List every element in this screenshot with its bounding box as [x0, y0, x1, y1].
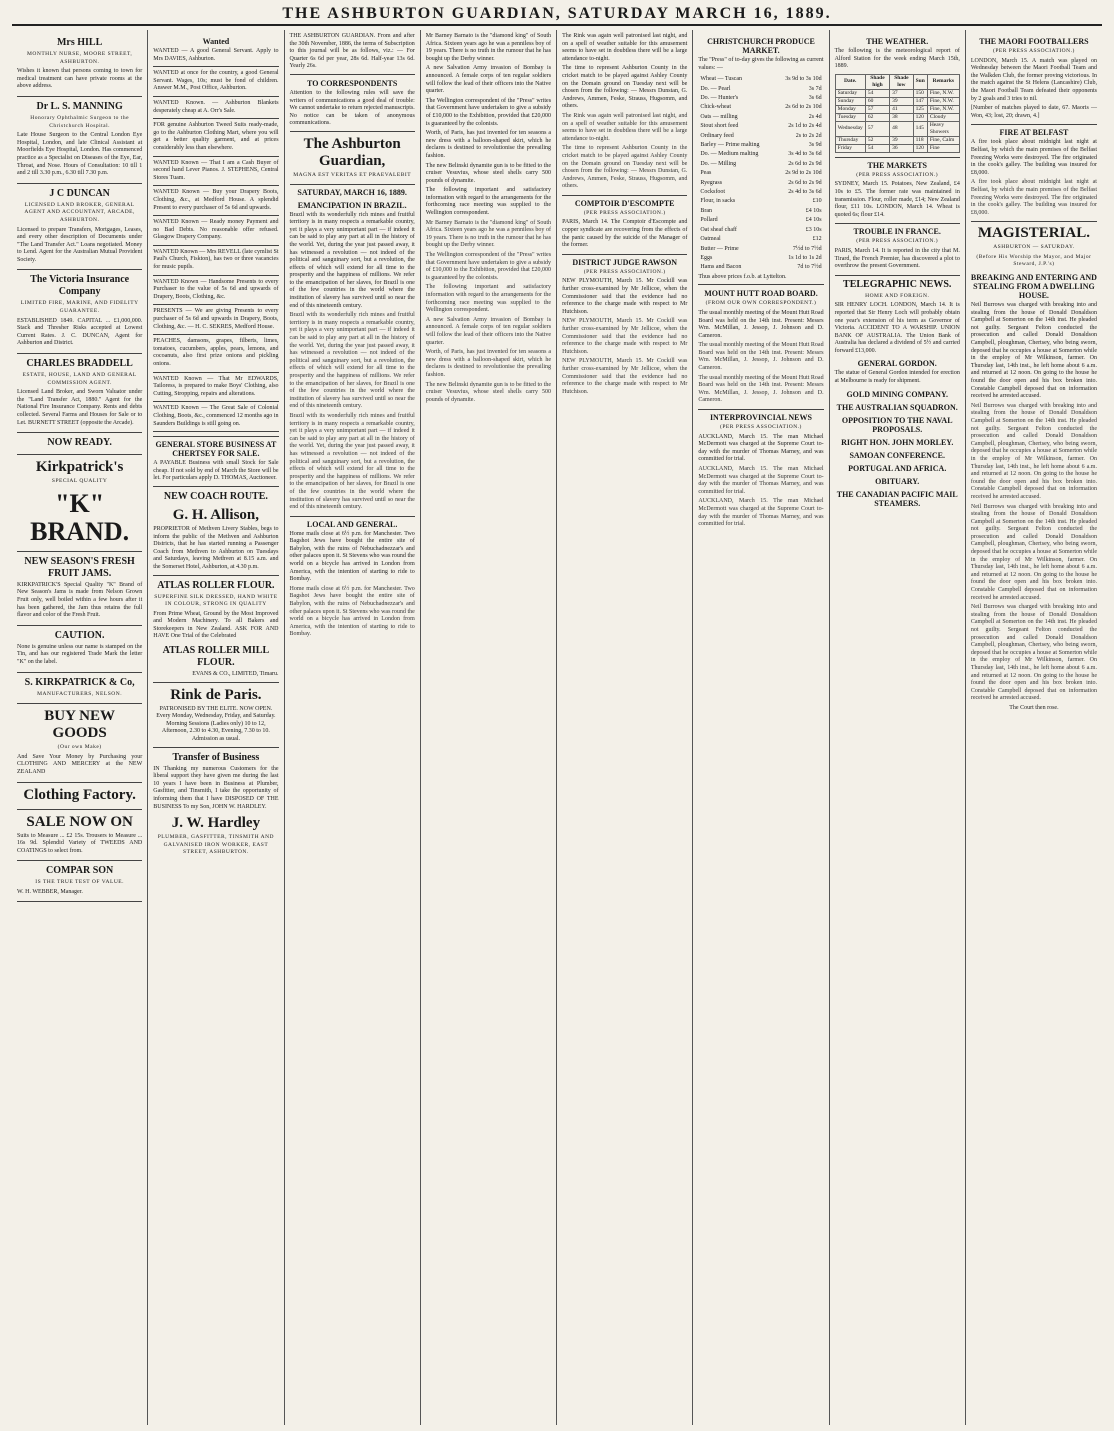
news-item-3: The Wellington correspondent of the "Press" writes that Government have undertaken to give a subsidy of £10,000 to the Exhibition, provided that £20,000 is guaranteed by the colonists.	[425, 97, 552, 127]
wanted-ad: WANTED — A good General Servant. Apply to Mrs DAVIES, Ashburton.	[153, 48, 278, 67]
maori-heading: THE MAORI FOOTBALLERS	[979, 37, 1089, 46]
weather-cell: Sunday	[835, 97, 865, 105]
produce-row	[700, 180, 821, 187]
obituary-heading: OBITUARY.	[875, 476, 920, 486]
produce-price: 2s 9d to 2s 10d	[785, 170, 822, 177]
weather-row	[835, 97, 959, 105]
produce-price: 2s 6d to 2s 10d	[785, 104, 822, 111]
produce-row	[700, 161, 821, 168]
produce-item: Ryegrass	[700, 179, 723, 186]
advert-title: NOW READY.	[47, 437, 112, 449]
weather-row	[835, 121, 959, 136]
judge-sub: (PER PRESS ASSOCIATION.)	[583, 268, 666, 275]
news-item-4: Worth, of Paris, has just invented for ten seasons a new dress with a balloon-shaped skirt, which he declares is destined to revolutionise the prevailing fashion.	[425, 130, 552, 159]
magisterial-cont-3: Neil Burrows was charged with breaking into and stealing from the house of Donald Donaldson Campbell at Somerton on the 14th inst. He pleaded not guilty. Sergeant Felton conducted the prosecution and called Donald Donaldson Campbell, ploughman, Chertsey, who being sworn, deposed that he occupies a house at Somerton while in the employ of Mr Wilkinson, farmer. On Thursday last, 14th inst., he left home about 6 a.m. and returned at 12 noon. On going to the house he found the door open and his box broken into. Constable Campbell deposed that on information received he arrested accused.	[970, 604, 1097, 702]
produce-row	[700, 95, 821, 102]
produce-item: Chick-wheat	[700, 104, 731, 111]
produce-item: Do. — Hunter's	[700, 95, 739, 101]
advert-title: The Victoria Insurance Company	[30, 274, 130, 298]
weather-cell: 37	[890, 89, 913, 97]
advert-13	[17, 865, 142, 902]
maori-note: [Number of matches played to date, 67. Maoris — Won, 43; lost, 20; drawn, 4.]	[970, 105, 1097, 119]
correspondents-heading: TO CORRESPONDENTS	[307, 78, 398, 88]
produce-row	[700, 246, 821, 253]
weather-cell: 48	[890, 121, 913, 136]
judge-body: NEW PLYMOUTH, March 15. Mr Cockill was further cross-examined by Mr Jellicoe, when the Commissioner said that the evidence had no reference to the charge made with respect to Mr Hutchison.	[562, 278, 688, 315]
advert-title: Dr L. S. MANNING	[36, 100, 123, 112]
produce-intro: The "Press" of to-day gives the following as current values: —	[698, 57, 824, 71]
weather-header-row	[835, 74, 959, 89]
coach-route-body: PROPRIETOR of Methven Livery Stables, begs to inform the public of the Methven and Ashburton Districts, that he has started running a Passenger Coach from Methven to Ashburton on Tuesdays and Saturdays, leaving Methven at 8.15 a.m. and the Somerset Hotel, Ashburton, at 4.30 p.m.	[153, 526, 278, 576]
weather-cell: Monday	[835, 105, 865, 113]
column-6-market	[693, 30, 829, 1425]
news-item-2-cont: A new Salvation Army invasion of Bombay is announced. A female corps of ten regular soldiers will follow the lead of their officers into the Native quarter.	[425, 316, 552, 346]
produce-item: Barley — Prime malting	[700, 142, 760, 149]
produce-price: 3s 6d	[808, 95, 822, 101]
gordon-heading: GENERAL GORDON.	[857, 359, 937, 369]
store-sale-heading: GENERAL STORE BUSINESS AT CHERTSEY FOR SALE.	[153, 436, 278, 458]
leader-continued-2: Brazil with its wonderfully rich mines and fruitful territory is in many respects a remarkable country, yet it plays a very unimportant part — if indeed it can be said to play any part at all in the history of the world. Yet, during the year just passed away, it has witnessed a revolution — not indeed of the political and sanguinary sort, but a revolution, the effects of which will extend for all time to the prosperity and the happiness of millions. We refer to the emancipation of her slaves, for Brazil is one of the few countries in the world where the institution of slavery has survived until so near the end of this nineteenth century.	[289, 412, 415, 511]
wanted-ad: PEACHES, damsons, grapes, filberts, limes, tomatoes, cucumbers, apples, pears, lemons, and cocoanuts, also first prize onions and pickling onions.	[153, 338, 278, 372]
weather-row	[835, 113, 959, 121]
store-sale-body: A PAYABLE Business with small Stock for Sale cheap. If not sold by end of March the Store will be let. For particulars apply D. THOMAS, Auctioneer.	[153, 460, 278, 487]
advert-title: Clothing Factory.	[23, 786, 136, 803]
produce-row	[700, 255, 821, 262]
mount-hutt-sub: (FROM OUR OWN CORRESPONDENT.)	[705, 300, 817, 307]
weather-cell: Fine, N.W.	[927, 97, 959, 105]
morley-heading: RIGHT HON. JOHN MORLEY.	[841, 437, 954, 447]
produce-row	[700, 123, 821, 130]
advert-title: J C DUNCAN	[49, 187, 110, 199]
advert-0	[17, 37, 142, 97]
weather-col-header: Date.	[835, 74, 865, 89]
weather-cell: 54	[865, 89, 889, 97]
produce-price: £4 10s	[805, 217, 822, 224]
interprovincial-heading: INTERPROVINCIAL NEWS	[698, 409, 823, 422]
transfer-body: IN Thanking my numerous Customers for the liberal support they have given me during the last 10 years I have been in Business at Plumber, Gasfitter, and Tinsmith, I take the opportunity of informing them that I have DISPOSED OF THE BUSINESS To my Son, JOHN W. HARDLEY.	[153, 765, 279, 810]
magisterial-date: ASHBURTON — SATURDAY.	[993, 244, 1075, 251]
news-item-1-cont: Mr Barney Barnato is the "diamond king" of South Africa. Sixteen years ago he was a penniless boy of 19 years. There is no truth in the rumour that he has bought up the Derby winner.	[425, 219, 552, 249]
interprovincial-cont-2: AUCKLAND, March 15. The man Michael McDermott was charged at the Supreme Court to-day with the murder of Thomas Marney, and was committed for trial.	[698, 498, 824, 528]
produce-row	[700, 142, 821, 149]
pacific-heading: THE CANADIAN PACIFIC MAIL STEAMERS.	[836, 489, 958, 508]
news-cont-2: The time to represent Ashburton County in the cricket match to be played against Ashley County on the Domain ground on Tuesday next will be chosen from the following: — Messrs Dunstan, G. Andrews, Ammen, Feske, Strauss, Hugsomm, and others.	[562, 145, 688, 190]
weather-col-header: Shade low	[890, 74, 913, 89]
advert-body: "K" BRAND.	[30, 488, 130, 546]
advert-subtitle: (Our own Make)	[57, 744, 102, 751]
weather-row	[835, 136, 959, 144]
flour-subheading: SUPERFINE SILK DRESSED, HAND WHITE IN COLOUR, STRONG IN QUALITY	[154, 593, 278, 608]
comptoir-sub: (PER PRESS ASSOCIATION.)	[583, 209, 666, 216]
produce-row	[700, 86, 821, 93]
advert-body: Licensed to prepare Transfers, Mortgages, Leases, and every other description of Documents under "The Land Transfer Act." Loans negotiated. Money to Lend. Agent for the Australian Mutual Provident Society.	[17, 226, 143, 263]
produce-item: Ordinary feed	[700, 132, 734, 139]
naval-heading: OPPOSITION TO THE NAVAL PROPOSALS.	[841, 415, 953, 434]
local-general-body: Home mails close at 6½ p.m. for Manchester. Two Bagshot Jews have bought the entire site of Babylon, with the ruins of Nebuchadnezzar's and other palaces upon it. St Stevens who was round the world on a bicycle has arrived in London from America, with the intention of starting to ride to Bombay.	[289, 530, 415, 583]
advert-7	[17, 556, 142, 626]
produce-price: 3s 4d to 3s 6d	[788, 151, 822, 158]
interprovincial-body: AUCKLAND, March 15. The man Michael McDermott was charged at the Supreme Court to-day with the murder of Thomas Marney, and was committed for trial.	[698, 433, 824, 463]
advert-subtitle: LICENSED LAND BROKER, GENERAL AGENT AND ACCOUNTANT, ARCADE, ASHBURTON.	[24, 201, 135, 223]
produce-item: Wheat — Tuscan	[700, 76, 742, 83]
magisterial-case: BREAKING AND ENTERING AND STEALING FROM A DWELLING HOUSE.	[970, 273, 1097, 301]
advert-title: CAUTION.	[54, 629, 105, 641]
maori-body: LONDON, March 15. A match was played on Wednesday between the Maori Football Team and the Walkden Club, the former proving victorious. In the match against the St Helens (Lancashire) Club, the Maori Football Team defeated their opponents by 2 goals and 3 tries to nil.	[970, 57, 1097, 102]
news-item-1: Mr Barney Barnato is the "diamond king" of South Africa. Sixteen years ago he was a penniless boy of 19 years. There is no truth in the rumour that he has bought up the Derby winner.	[425, 33, 552, 62]
advert-title: SALE NOW ON	[26, 813, 133, 830]
flour-big-heading: ATLAS ROLLER MILL FLOUR.	[162, 645, 270, 669]
hardley-name: J. W. Hardley	[171, 815, 261, 832]
advert-subtitle: MONTHLY NURSE, MOORE STREET, ASHBURTON.	[26, 51, 133, 65]
produce-price: 7½d to 7½d	[792, 245, 822, 252]
advert-2	[17, 188, 142, 271]
rink-body: PATRONISED BY THE ELITE. NOW OPEN. Every Monday, Wednesday, Friday, and Saturday. Morning Sessions (Ladies only) 10 to 12, Afternoon, 2.30 to 4.30, Evening, 7.30 to 10. Admission as usual.	[153, 706, 278, 748]
weather-cell: 39	[890, 97, 913, 105]
weather-cell: Fine, N.W.	[927, 105, 959, 113]
weather-cell: Wednesday	[835, 121, 865, 136]
produce-price: 2s 1d to 2s 4d	[788, 123, 822, 130]
judge-cont-2: NEW PLYMOUTH, March 15. Mr Cockill was further cross-examined by Mr Jellicoe, when the Commissioner said that the evidence had no reference to the charge made with respect to Mr Hutchison.	[562, 358, 688, 395]
weather-cell: Cloudy	[927, 113, 959, 121]
advert-1	[17, 101, 142, 184]
flour-body: From Prime Wheat, Ground by the Most Improved and Modern Machinery. To all Bakers and Storekeepers in New Zealand. ASK FOR AND HAVE One Trial of the Celebrated	[153, 610, 279, 640]
advert-4	[17, 358, 142, 433]
wanted-ad: FOR genuine Ashburton Tweed Suits ready-made, go to the Ashburton Clothing Mart, where you will get a better quality garment, and at prices considerably less than elsewhere.	[153, 122, 278, 156]
leader-heading: EMANCIPATION IN BRAZIL.	[297, 200, 407, 210]
produce-item: Bran	[700, 207, 712, 214]
produce-item: Cocksfoot	[700, 189, 725, 196]
wanted-ad: WANTED Known — That I am a Cash Buyer of second hand Lever Pianos. J. STEPHENS, Central Stores Tuam.	[153, 160, 278, 187]
coach-route-heading: NEW COACH ROUTE.	[163, 490, 268, 502]
produce-table	[698, 74, 823, 274]
advert-body: Suits to Measure ... £2 15s. Trousers to Measure ... 16s 9d. Splendid Variety of TWEEDS AND COATINGS to select from.	[17, 832, 143, 854]
produce-row	[700, 264, 821, 271]
advert-subtitle: ESTATE, HOUSE, LAND AND GENERAL COMMISSION AGENT.	[22, 372, 137, 386]
produce-item: Do. — Milling	[700, 160, 737, 167]
produce-row	[700, 170, 821, 177]
interprovincial-cont: AUCKLAND, March 15. The man Michael McDermott was charged at the Supreme Court to-day with the murder of Thomas Marney, and was committed for trial.	[698, 466, 824, 495]
produce-price: 3s 7d	[808, 85, 822, 92]
weather-cell: Friday	[835, 144, 865, 152]
produce-row	[700, 217, 821, 224]
france-body: PARIS, March 14. It is reported in the city that M. Tirard, the French Premier, has discovered a plot to overthrow the present Government.	[834, 247, 960, 270]
produce-price: £3 10s	[805, 226, 822, 233]
advert-6	[17, 459, 142, 552]
advert-body: W. H. WEBBER, Manager.	[17, 888, 83, 895]
weather-cell: 57	[865, 105, 889, 113]
newspaper-columns	[12, 30, 1102, 1425]
samoa-heading: SAMOAN CONFERENCE.	[849, 450, 945, 460]
produce-row	[700, 114, 821, 121]
produce-item: Pollard	[700, 217, 718, 224]
fire-cont: A fire took place about midnight last night at Belfast, by which the main premises of the Belfast Freezing Works were destroyed. The fire originated in the cook's galley. The building was insured for £8,000.	[970, 179, 1097, 216]
column-4-news	[421, 30, 557, 1425]
advert-subtitle: IS THE TRUE TEST OF VALUE.	[35, 879, 125, 886]
weather-row	[835, 144, 959, 152]
comptoir-body: PARIS, March 14. The Comptoir d'Escompte and copper syndicate are recovering from the effects of the panic caused by the suicide of the Manager of the former.	[562, 219, 688, 249]
produce-row	[700, 198, 821, 205]
weather-col-header: Remarks	[927, 74, 959, 89]
telegraphic-body: SIR HENRY LOCH. LONDON, March 14. It is reported that Sir Henry Loch will probably obtain one year's extension of his term as Governor of Victoria. ACCIDENT TO A WARSHIP. UNION BANK OF AUSTRALIA. The Union Bank of Australia has declared a dividend of 5½ and carried forward £13,000.	[834, 302, 960, 354]
gordon-body: The statue of General Gordon intended for erection at Melbourne is ready for shipment.	[834, 370, 960, 385]
produce-item: Butter — Prime	[700, 245, 739, 252]
cricket-news: The time to represent Ashburton County in the cricket match to be played against Ashley County on the Domain ground on Tuesday next will be chosen from the following: — Messrs Dunstan, G. Andrews, Ammen, Feske, Strauss, Hugsomm, and others.	[562, 65, 688, 110]
advert-body: And Save Your Money by Purchasing your CLOTHING AND MERCERY at the NEW ZEALAND	[17, 753, 143, 775]
produce-item: Oats — milling	[700, 113, 738, 120]
produce-price: 2s 6d to 2s 9d	[788, 160, 822, 167]
produce-item: Eggs	[700, 254, 713, 261]
weather-cell: Thursday	[835, 136, 865, 144]
portugal-heading: PORTUGAL AND AFRICA.	[848, 463, 947, 473]
weather-cell: 147	[913, 97, 927, 105]
mount-hutt-cont: The usual monthly meeting of the Mount Hutt Road Board was held on the 14th inst. Present: Messrs Wm. McMillan, J. Jessop, J. Johnson and D. Cameron.	[698, 342, 824, 372]
flour-maker: EVANS & CO., LIMITED, Timaru.	[153, 671, 278, 683]
masthead: THE ASHBURTON GUARDIAN, SATURDAY MARCH 16, 1889.	[12, 4, 1102, 26]
produce-item: Flour, in sacks	[700, 198, 736, 205]
produce-item: Oatmeal	[700, 236, 721, 243]
wanted-ad: WANTED at once for the country, a good General Servant. Wages, 10s; must be fond of children. Answer M.M., Post Office, Ashburton.	[153, 70, 278, 97]
news-cont-1: The Rink was again well patronised last night, and on a spell of weather suitable for this amusement seems to have set in doubtless there will be a large attendance to-night.	[562, 112, 688, 142]
interprovincial-sub: (PER PRESS ASSOCIATION.)	[720, 424, 802, 431]
wanted-ads	[153, 48, 278, 432]
weather-cell: 120	[913, 144, 927, 152]
transfer-heading: Transfer of Business	[172, 751, 260, 763]
markets-body: SYDNEY, March 15. Potatoes, New Zealand, £4 10s to £5. The former rate was maintained in transmission. Flour, roller made, £14; New Zealand flour, £11 10s. LONDON, March 14. Wheat is quoted 6s; flour £14.	[834, 181, 960, 218]
flour-heading: ATLAS ROLLER FLOUR.	[157, 579, 275, 591]
produce-price: £12	[812, 236, 822, 243]
telegraphic-heading: TELEGRAPHIC NEWS.	[835, 275, 960, 291]
weather-cell: 120	[913, 113, 927, 121]
markets-sub: (PER PRESS ASSOCIATION.)	[856, 171, 939, 178]
comptoir-heading: COMPTOIR D'ESCOMPTE	[562, 195, 687, 208]
advert-10	[17, 708, 142, 782]
leader-continued: Brazil with its wonderfully rich mines and fruitful territory is in many respects a remarkable country, yet it plays a very unimportant part — if indeed it can be said to play any part at all in the history of the world. Yet, during the year just passed away, it has witnessed a revolution — not indeed of the political and sanguinary sort, but a revolution, the effects of which will extend for all time to the prosperity and the happiness of millions. We refer to the emancipation of her slaves, for Brazil is one of the few countries in the world where the institution of slavery has survived until so near the end of this nineteenth century.	[289, 312, 415, 410]
wanted-ad: PRESENTS — We are giving Presents to every purchaser of 5s 6d and upwards in Drapery, Boots, Clothing, &c. — H. C. SEKRES, Medford House.	[153, 308, 278, 335]
produce-row	[700, 76, 821, 83]
weather-heading: THE WEATHER.	[866, 37, 929, 46]
newspaper-motto: MAGNA EST VERITAS ET PRAEVALEBIT	[293, 171, 412, 178]
wanted-ad: WANTED Known — Mrs REVELL (late cymlist St Paul's Church, Fiskton), has two or three vacancies for music pupils.	[153, 249, 278, 276]
advert-5	[17, 437, 142, 455]
local-general-continued: Home mails close at 6½ p.m. for Manchester. Two Bagshot Jews have bought the entire site of Babylon, with the ruins of Nebuchadnezzar's and other palaces upon it. St Stevens who was round the world on a bicycle has arrived in London from America, with the intention of starting to ride to Bombay.	[289, 585, 415, 638]
weather-row	[835, 89, 959, 97]
fire-body: A fire took place about midnight last night at Belfast, by which the main premises of the Belfast Freezing Works were destroyed. The fire originated in the cook's galley. The building was insured for £8,000.	[970, 139, 1097, 176]
hardley-trade: PLUMBER, GASFITTER, TINSMITH AND GALVANISED IRON WORKER, EAST STREET, ASHBURTON.	[157, 834, 275, 856]
produce-row	[700, 189, 821, 196]
mount-hutt-body: The usual monthly meeting of the Mount Hutt Road Board was held on the 14th inst. Present: Messrs Wm. McMillan, J. Jessop, J. Johnson and D. Cameron.	[698, 309, 824, 339]
advert-body: Late House Surgeon to the Central London Eye Hospital, London, and late Clinical Assistant at Moorfields Eye Hospital, London. Has commenced practice as a Specialist on Diseases of the Eye, Ear, Throat, and Nose. Hours of Consultation: 10 till 1 and 2 till 3.30 p.m., 6.30 till 7.30 p.m.	[17, 132, 143, 177]
mount-hutt-heading: MOUNT HUTT ROAD BOARD.	[704, 289, 818, 299]
magisterial-sub: (Before His Worship the Mayor, and Major Steward, J.P.'s)	[976, 253, 1092, 268]
squadron-heading: THE AUSTRALIAN SQUADRON.	[836, 402, 958, 412]
produce-price: 2s 6d to 2s 9d	[788, 179, 822, 186]
correspondents-body: Attention to the following rules will save the writers of communications a good deal of trouble: We cannot undertake to return rejected manuscripts. No notice can be taken of anonymous communications.	[290, 90, 415, 132]
news-item-5: The new Belinski dynamite gun is to be fitted to the cruiser Vesuvius, whose steel shells carry 500 pounds of dynamite.	[425, 162, 552, 184]
judge-heading: DISTRICT JUDGE RAWSON	[562, 254, 687, 267]
rink-heading: Rink de Paris.	[170, 686, 262, 703]
advert-8	[17, 630, 142, 673]
markets-heading: THE MARKETS	[835, 157, 960, 170]
advert-11	[17, 787, 142, 810]
weather-row	[835, 105, 959, 113]
produce-row	[700, 151, 821, 158]
produce-price: 1s 1d to 1s 2d	[788, 254, 822, 261]
telegraphic-sub: HOME AND FOREIGN.	[865, 292, 930, 299]
advert-subtitle: SPECIAL QUALITY	[51, 478, 108, 485]
produce-item: Hams and Bacon	[700, 264, 742, 271]
rink-news: The Rink was again well patronised last night, and on a spell of weather suitable for this amusement seems to have set in doubtless there will be a large attendance to-night.	[562, 33, 688, 62]
news-item-6: The following important and satisfactory information with regard to the arrangements for the forthcoming race meeting was supplied to the Wellington correspondent.	[425, 187, 552, 217]
produce-price: 7d to 7½d	[797, 264, 822, 271]
produce-item: Peas	[700, 170, 712, 177]
france-sub: (PER PRESS ASSOCIATION.)	[856, 238, 939, 245]
advert-9	[17, 677, 142, 705]
weather-cell: 38	[890, 113, 913, 121]
weather-col-header: Shade high	[865, 74, 889, 89]
advert-title: CHARLES BRADDELL	[26, 358, 133, 370]
news-item-3-cont: The Wellington correspondent of the "Press" writes that Government have undertaken to give a subsidy of £10,000 to the Exhibition, provided that £20,000 is guaranteed by the colonists.	[425, 252, 552, 281]
wanted-ad: WANTED Known. — Ashburton Blankets desperately cheap at A. Orr's Sale.	[153, 100, 278, 119]
subscription-terms: THE ASHBURTON GUARDIAN. From and after the 30th November, 1886, the terms of Subscription to this journal will be as follows, viz.: — For Quarter 6s 6d per year, 28s 6d. Half-year 13s 6d. Yearly 26s.	[290, 33, 415, 75]
advert-body: ESTABLISHED 1849. CAPITAL ... £1,000,000. Stack and Thresher Risks accepted at Lowest Current Rates. J. C. DUNCAN, Agent for Ashburton and District.	[17, 317, 143, 347]
weather-cell: 60	[865, 97, 889, 105]
produce-heading: CHRISTCHURCH PRODUCE MARKET.	[707, 37, 815, 55]
advert-title: S. KIRKPATRICK & Co,	[24, 676, 135, 688]
wanted-ad: WANTED Known — That Mr EDWARDS, Tailoress, is prepared to make Boys' Clothing, also Cutting, Stropping, repairs and alterations.	[153, 376, 278, 403]
produce-row	[700, 227, 821, 234]
weather-cell: 57	[865, 121, 889, 136]
advert-subtitle: LIMITED FIRE, MARINE, AND FIDELITY GUARANTEE.	[20, 300, 139, 315]
weather-cell: 145	[913, 121, 927, 136]
wanted-heading: Wanted	[202, 37, 230, 46]
coach-proprietor: G. H. Allison,	[172, 506, 260, 523]
leader-body: Brazil with its wonderfully rich mines and fruitful territory is in many respects a remarkable country, yet it plays a very unimportant part — if indeed it can be said to play any part at all in the history of the world. Yet, during the year just passed away, it has witnessed a revolution — not indeed of the political and sanguinary sort, but a revolution, the effects of which will extend for all time to the prosperity and the happiness of millions. We refer to the emancipation of her slaves, for Brazil is one of the few countries in the world where the institution of slavery has survived until so near the end of this nineteenth century.	[289, 211, 415, 309]
weather-cell: Tuesday	[835, 113, 865, 121]
wanted-ad: WANTED Known — Buy your Drapery Boots, Clothing, &c., at Medford House. A splendid Present to every purchaser of 5s 6d and upwards.	[153, 189, 278, 216]
weather-cell: Fine	[927, 144, 959, 152]
issue-date: SATURDAY, MARCH 16, 1889.	[290, 184, 415, 197]
produce-price: 3s 9d	[808, 142, 822, 149]
weather-table	[835, 74, 960, 153]
produce-item: Oat sheaf chaff	[700, 226, 737, 233]
magisterial-body: Neil Burrows was charged with breaking into and stealing from the house of Donald Donaldson Campbell at Somerton on the 14th inst. He pleaded not guilty. Sergeant Felton conducted the prosecution and called Donald Donaldson Campbell, ploughman, Chertsey, who being sworn, deposed that he occupies a house at Somerton while in the employ of Mr Wilkinson, farmer. On Thursday last, 14th inst., he left home about 6 a.m. and returned at 12 noon. On going to the house he found the door open and his box broken into. Constable Campbell deposed that on information received he arrested accused.	[970, 302, 1097, 400]
weather-cell: 52	[865, 136, 889, 144]
advert-12	[17, 814, 142, 862]
advert-title: Kirkpatrick's	[35, 459, 124, 476]
column-2-wanted	[148, 30, 284, 1425]
weather-cell: 150	[913, 89, 927, 97]
wanted-ad: WANTED Known — Handsome Presents to every Purchaser to the value of 5s 6d and upwards of Drapery, Boots, Clothing, &c.	[153, 279, 278, 306]
weather-cell: Saturday	[835, 89, 865, 97]
news-item-4-cont: Worth, of Paris, has just invented for ten seasons a new dress with a balloon-shaped skirt, which he declares is destined to revolutionise the prevailing fashion.	[425, 349, 552, 378]
produce-row	[700, 104, 821, 111]
column-3-editorial	[285, 30, 421, 1425]
produce-price: 2s 4d	[808, 113, 822, 120]
advert-body: None is genuine unless our name is stamped on the Tin, and has our registered Trade Mark the letter "K" on the label.	[17, 643, 143, 665]
column-1-ads	[12, 30, 148, 1425]
produce-row	[700, 236, 821, 243]
weather-intro: The following is the meteorological report of Alford Station for the week ending March 15th, 1889.	[834, 48, 960, 70]
advert-body: KIRKPATRICK'S Special Quality "K" Brand of New Season's Jams is made from Nelson Grown Fruit only, well boiled within a few hours after it has been gathered, the Jam thus retains the full flavor and color of the Fresh Fruit.	[17, 581, 143, 619]
weather-cell: 41	[890, 105, 913, 113]
produce-item: Do. — Medium malting	[700, 151, 759, 158]
advert-subtitle: MANUFACTURERS, NELSON.	[37, 690, 123, 697]
advert-body: Wishes it known that persons coming to town for medical treatment can have private rooms at the above address.	[17, 68, 143, 90]
judge-cont: NEW PLYMOUTH, March 15. Mr Cockill was further cross-examined by Mr Jellicoe, when the Commissioner said that the evidence had no reference to the charge made with respect to Mr Hutchison.	[562, 318, 688, 355]
weather-cell: Fine, Calm	[927, 136, 959, 144]
produce-item: Do. — Pearl	[700, 85, 731, 92]
mount-hutt-cont-2: The usual monthly meeting of the Mount Hutt Road Board was held on the 14th inst. Present: Messrs Wm. McMillan, J. Jessop, J. Johnson and D. Cameron.	[698, 374, 824, 404]
maori-sub: (PER PRESS ASSOCIATION.)	[993, 48, 1075, 54]
weather-cell: 39	[890, 136, 913, 144]
news-item-2: A new Salvation Army invasion of Bombay is announced. A female corps of ten regular soldiers will follow the lead of their officers into the Native quarter.	[425, 65, 552, 95]
produce-price: £10	[812, 198, 822, 205]
advert-body: Licensed Land Broker, and Sworn Valuator under the "Land Transfer Act, 1880." Agent for the National Fire Insurance Company. Rents and debts collected. Several Farms and Houses for Sale or to Let. BURNETT STREET (opposite the Arcade).	[17, 389, 143, 426]
weather-cell: 62	[865, 113, 889, 121]
column-5-news	[557, 30, 693, 1425]
advert-3	[17, 274, 142, 354]
france-heading: TROUBLE IN FRANCE.	[835, 223, 960, 236]
weather-cell: 36	[890, 144, 913, 152]
court-rose: The Court then rose.	[1009, 704, 1059, 711]
advert-title: Mrs HILL	[56, 37, 103, 48]
wanted-ad: WANTED Known — Ready money Payment and no Bad Debts. No reasonable offer refused. Glasgow Drapery Company.	[153, 219, 278, 246]
produce-price: 2s 4d to 3s 6d	[788, 189, 822, 196]
magisterial-cont-2: Neil Burrows was charged with breaking into and stealing from the house of Donald Donaldson Campbell at Somerton on the 14th inst. He pleaded not guilty. Sergeant Felton conducted the prosecution and called Donald Donaldson Campbell, ploughman, Chertsey, who being sworn, deposed that he occupies a house at Somerton while in the employ of Mr Wilkinson, farmer. On Thursday last, 14th inst., he left home about 6 a.m. and returned at 12 noon. On going to the house he found the door open and his box broken into. Constable Campbell deposed that on information received he arrested accused.	[970, 503, 1097, 601]
weather-cell: Heavy Showers	[927, 121, 959, 136]
produce-price: £4 10s	[805, 207, 822, 214]
produce-price: 2s to 2s 2d	[795, 132, 822, 139]
column-7-telegraphic	[830, 30, 966, 1425]
advert-title: COMPAR SON	[45, 865, 114, 877]
advert-title: BUY NEW GOODS	[44, 708, 115, 742]
produce-price: 3s 9d to 3s 10d	[785, 76, 822, 83]
magisterial-heading: MAGISTERIAL.	[971, 221, 1097, 242]
weather-cell: 118	[913, 136, 927, 144]
magisterial-cont: Neil Burrows was charged with breaking into and stealing from the house of Donald Donaldson Campbell at Somerton on the 14th inst. He pleaded not guilty. Sergeant Felton conducted the prosecution and called Donald Donaldson Campbell, ploughman, Chertsey, who being sworn, deposed that he occupies a house at Somerton while in the employ of Mr Wilkinson, farmer. On Thursday last, 14th inst., he left home about 6 a.m. and returned at 12 noon. On going to the house he found the door open and his box broken into. Constable Campbell deposed that on information received he arrested accused.	[970, 402, 1097, 500]
advert-title: NEW SEASON'S FRESH FRUIT JAMS.	[24, 555, 135, 579]
advert-subtitle: Honorary Ophthalmic Surgeon to the Christchurch Hospital.	[30, 114, 130, 129]
local-general-heading: LOCAL AND GENERAL.	[290, 516, 415, 529]
produce-row	[700, 133, 821, 140]
produce-row	[700, 208, 821, 215]
column-8-magisterial	[966, 30, 1102, 1425]
produce-note: Thus above prices f.o.b. at Lyttelton.	[698, 274, 823, 286]
mining-heading: GOLD MINING COMPANY.	[846, 389, 948, 399]
fire-heading: FIRE AT BELFAST	[971, 124, 1097, 137]
weather-col-header: Sun	[913, 74, 927, 89]
weather-cell: 54	[865, 144, 889, 152]
wanted-ad: WANTED Known — The Great Sale of Colonial Clothing, Boots, &c., commenced 12 months ago in Saunders Buildings is still going on.	[153, 405, 278, 432]
weather-cell: Fine, N.W.	[927, 89, 959, 97]
weather-cell: 125	[913, 105, 927, 113]
news-item-6-cont: The following important and satisfactory information with regard to the arrangements for the forthcoming race meeting was supplied to the Wellington correspondent.	[425, 284, 552, 314]
news-item-5-cont: The new Belinski dynamite gun is to be fitted to the cruiser Vesuvius, whose steel shells carry 500 pounds of dynamite.	[425, 381, 552, 403]
newspaper-title: The Ashburton Guardian,	[303, 135, 401, 169]
produce-item: Stout short feed	[700, 123, 739, 130]
